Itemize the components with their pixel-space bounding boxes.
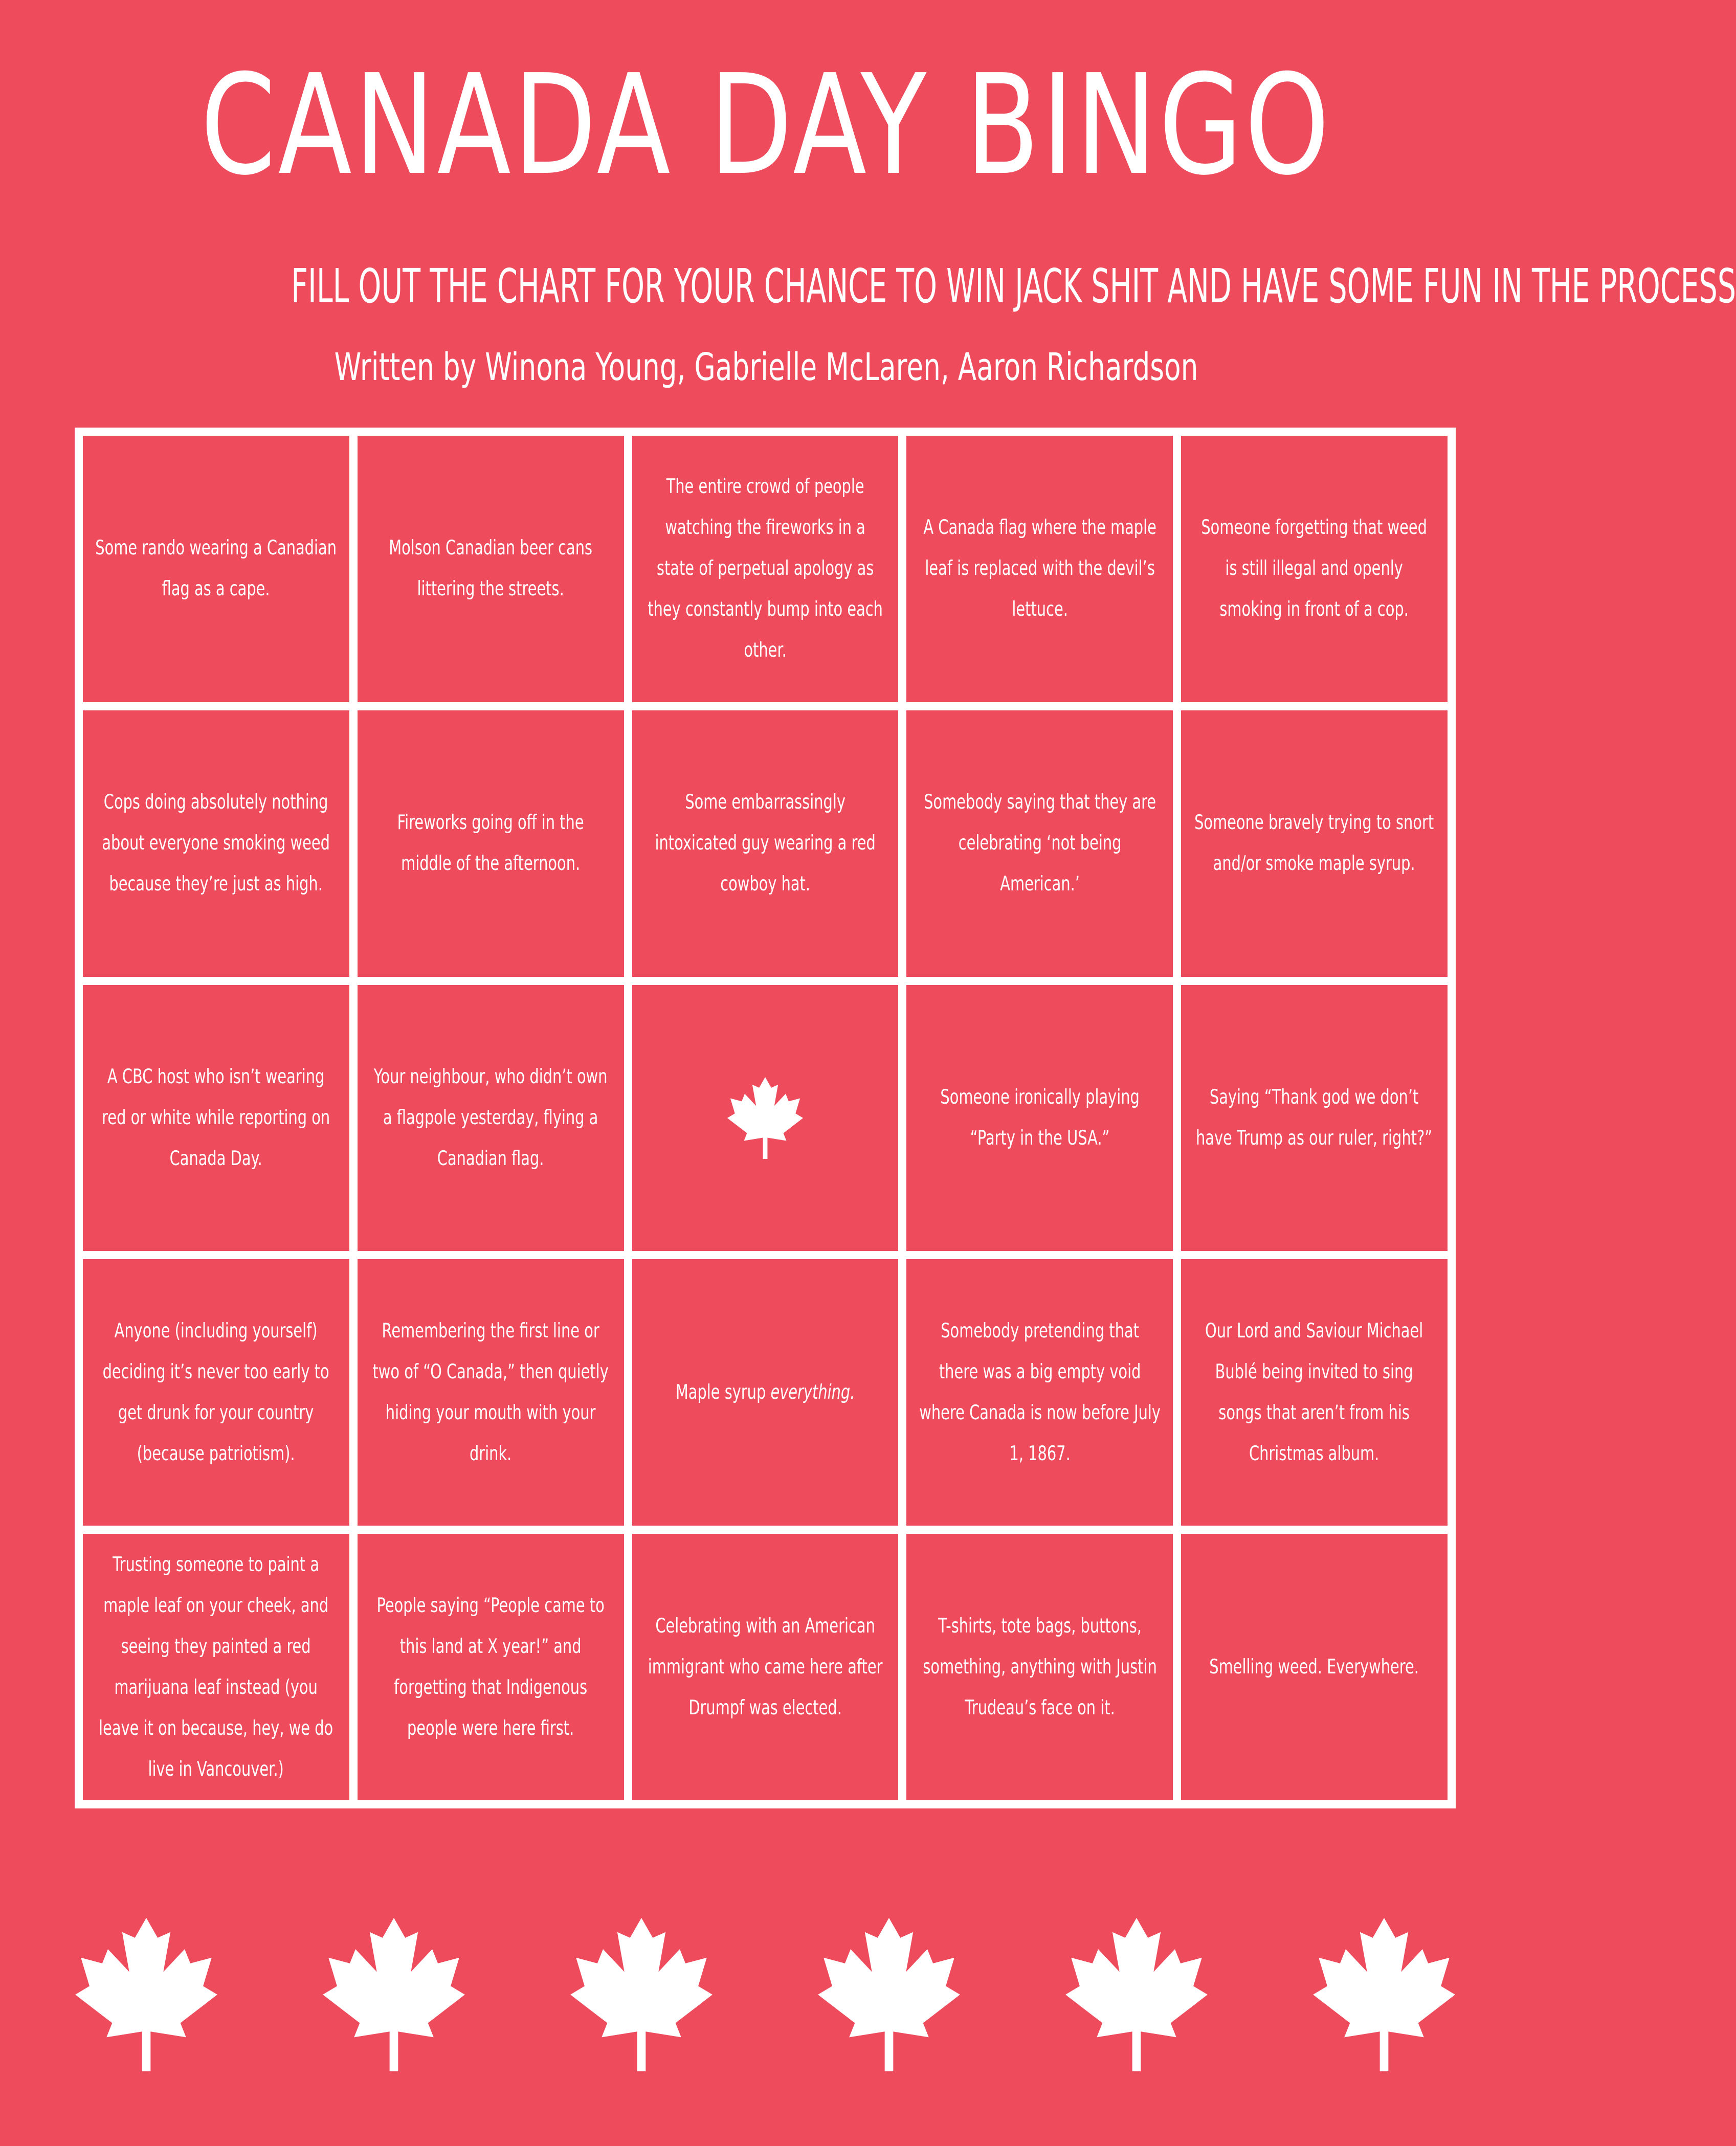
bingo-cell-text: Molson Canadian beer cans littering the streets. bbox=[389, 536, 593, 601]
bingo-cell-r4-c2[interactable] bbox=[358, 1259, 624, 1526]
bingo-cell-r2-c1[interactable] bbox=[83, 710, 349, 977]
bingo-cell-r4-c5[interactable] bbox=[1181, 1259, 1448, 1526]
maple-leaf-icon bbox=[1312, 1918, 1456, 2071]
page-subtitle: FILL OUT THE CHART FOR YOUR CHANCE TO WIN JACK SHIT AND HAVE SOME FUN IN THE PROCESS bbox=[291, 259, 1736, 314]
bingo-cell-text: Your neighbour, who didn’t own a flagpole yesterday, flying a Canadian flag. bbox=[373, 1065, 608, 1170]
bingo-cell-r5-c4[interactable] bbox=[906, 1534, 1173, 1800]
bingo-cell-r1-c4[interactable] bbox=[906, 436, 1173, 702]
maple-leaf-icon bbox=[817, 1918, 961, 2071]
bingo-cell-r5-c3[interactable] bbox=[632, 1534, 899, 1800]
bingo-cell-text: A Canada flag where the maple leaf is replaced with the devil’s lettuce. bbox=[923, 516, 1156, 621]
bingo-cell-r5-c1[interactable] bbox=[83, 1534, 349, 1800]
bingo-cell-r3-c5[interactable] bbox=[1181, 985, 1448, 1251]
bingo-cell-text: Someone ironically playing “Party in the USA.” bbox=[940, 1085, 1140, 1150]
bingo-cell-r4-c4[interactable] bbox=[906, 1259, 1173, 1526]
author-byline: Written by Winona Young, Gabrielle McLaren, Aaron Richardson bbox=[334, 345, 1198, 389]
bingo-cell-r1-c3[interactable] bbox=[632, 436, 899, 702]
bingo-cell-r2-c2[interactable] bbox=[358, 710, 624, 977]
bingo-cell-r1-c2[interactable] bbox=[358, 436, 624, 702]
bingo-cell-text: Our Lord and Saviour Michael Bublé being invited to sing songs that aren’t from his Christmas album. bbox=[1205, 1319, 1423, 1465]
bingo-cell-text: Cops doing absolutely nothing about everyone smoking weed because they’re just as high. bbox=[102, 791, 330, 896]
bingo-cell-r3-c1[interactable] bbox=[83, 985, 349, 1251]
maple-leaf-icon bbox=[570, 1918, 713, 2071]
maple-leaf-icon bbox=[727, 1077, 804, 1159]
bingo-cell-r4-c1[interactable] bbox=[83, 1259, 349, 1526]
bingo-board bbox=[75, 428, 1456, 1808]
bingo-cell-text: People saying “People came to this land at X year!” and forgetting that Indigenous people were here first. bbox=[376, 1594, 605, 1740]
bingo-cell-text: T-shirts, tote bags, buttons, something, anything with Justin Trudeau’s face on it. bbox=[923, 1614, 1157, 1719]
maple-leaf-icon bbox=[322, 1918, 465, 2071]
bingo-cell-r1-c5[interactable] bbox=[1181, 436, 1448, 702]
bingo-cell-r4-c3[interactable] bbox=[632, 1259, 899, 1526]
bingo-cell-text: Some embarrassingly intoxicated guy wearing a red cowboy hat. bbox=[655, 791, 876, 896]
bingo-cell-text: The entire crowd of people watching the fireworks in a state of perpetual apology as they constantly bump into each other. bbox=[648, 475, 883, 662]
footer-leaf-row bbox=[75, 1918, 1456, 2071]
bingo-cell-text: Anyone (including yourself) deciding it’s never too early to get drunk for your country (because patriotism). bbox=[102, 1319, 329, 1465]
bingo-cell-text: Remembering the first line or two of “O Canada,” then quietly hiding your mouth with your drink. bbox=[372, 1319, 609, 1465]
bingo-cell-r2-c4[interactable] bbox=[906, 710, 1173, 977]
bingo-cell-text: A CBC host who isn’t wearing red or white while reporting on Canada Day. bbox=[102, 1065, 330, 1170]
bingo-cell-text: Somebody saying that they are celebrating ‘not being American.’ bbox=[923, 791, 1156, 896]
bingo-cell-r1-c1[interactable] bbox=[83, 436, 349, 702]
bingo-cell-text: Someone bravely trying to snort and/or smoke maple syrup. bbox=[1194, 811, 1434, 876]
bingo-free-space[interactable] bbox=[632, 985, 899, 1251]
bingo-cell-r2-c3[interactable] bbox=[632, 710, 899, 977]
bingo-cell-text: Fireworks going off in the middle of the afternoon. bbox=[397, 811, 584, 876]
bingo-cell-text: Trusting someone to paint a maple leaf on your cheek, and seeing they painted a red marijuana leaf instead (you leave it on because, hey, we do live in Vancouver.) bbox=[99, 1553, 333, 1781]
bingo-cell-r2-c5[interactable] bbox=[1181, 710, 1448, 977]
bingo-cell-r5-c2[interactable] bbox=[358, 1534, 624, 1800]
maple-leaf-icon bbox=[1065, 1918, 1208, 2071]
page-title: CANADA DAY BINGO bbox=[201, 44, 1332, 206]
cell-text-plain: Maple syrup bbox=[675, 1380, 771, 1404]
bingo-cell-text: Some rando wearing a Canadian flag as a cape. bbox=[95, 536, 337, 601]
bingo-cell-text: Celebrating with an American immigrant who came here after Drumpf was elected. bbox=[648, 1614, 883, 1719]
bingo-cell-text bbox=[644, 1372, 886, 1413]
maple-leaf-icon bbox=[75, 1918, 218, 2071]
bingo-cell-r5-c5[interactable] bbox=[1181, 1534, 1448, 1800]
bingo-cell-text: Saying “Thank god we don’t have Trump as our ruler, right?” bbox=[1196, 1085, 1433, 1150]
bingo-cell-text: Smelling weed. Everywhere. bbox=[1209, 1655, 1419, 1679]
bingo-cell-r3-c4[interactable] bbox=[906, 985, 1173, 1251]
bingo-cell-text: Someone forgetting that weed is still illegal and openly smoking in front of a cop. bbox=[1201, 516, 1428, 621]
bingo-cell-r3-c2[interactable] bbox=[358, 985, 624, 1251]
cell-text-emphasis: everything. bbox=[770, 1380, 855, 1404]
bingo-cell-text: Somebody pretending that there was a big empty void where Canada is now before July 1, 1867. bbox=[919, 1319, 1161, 1465]
